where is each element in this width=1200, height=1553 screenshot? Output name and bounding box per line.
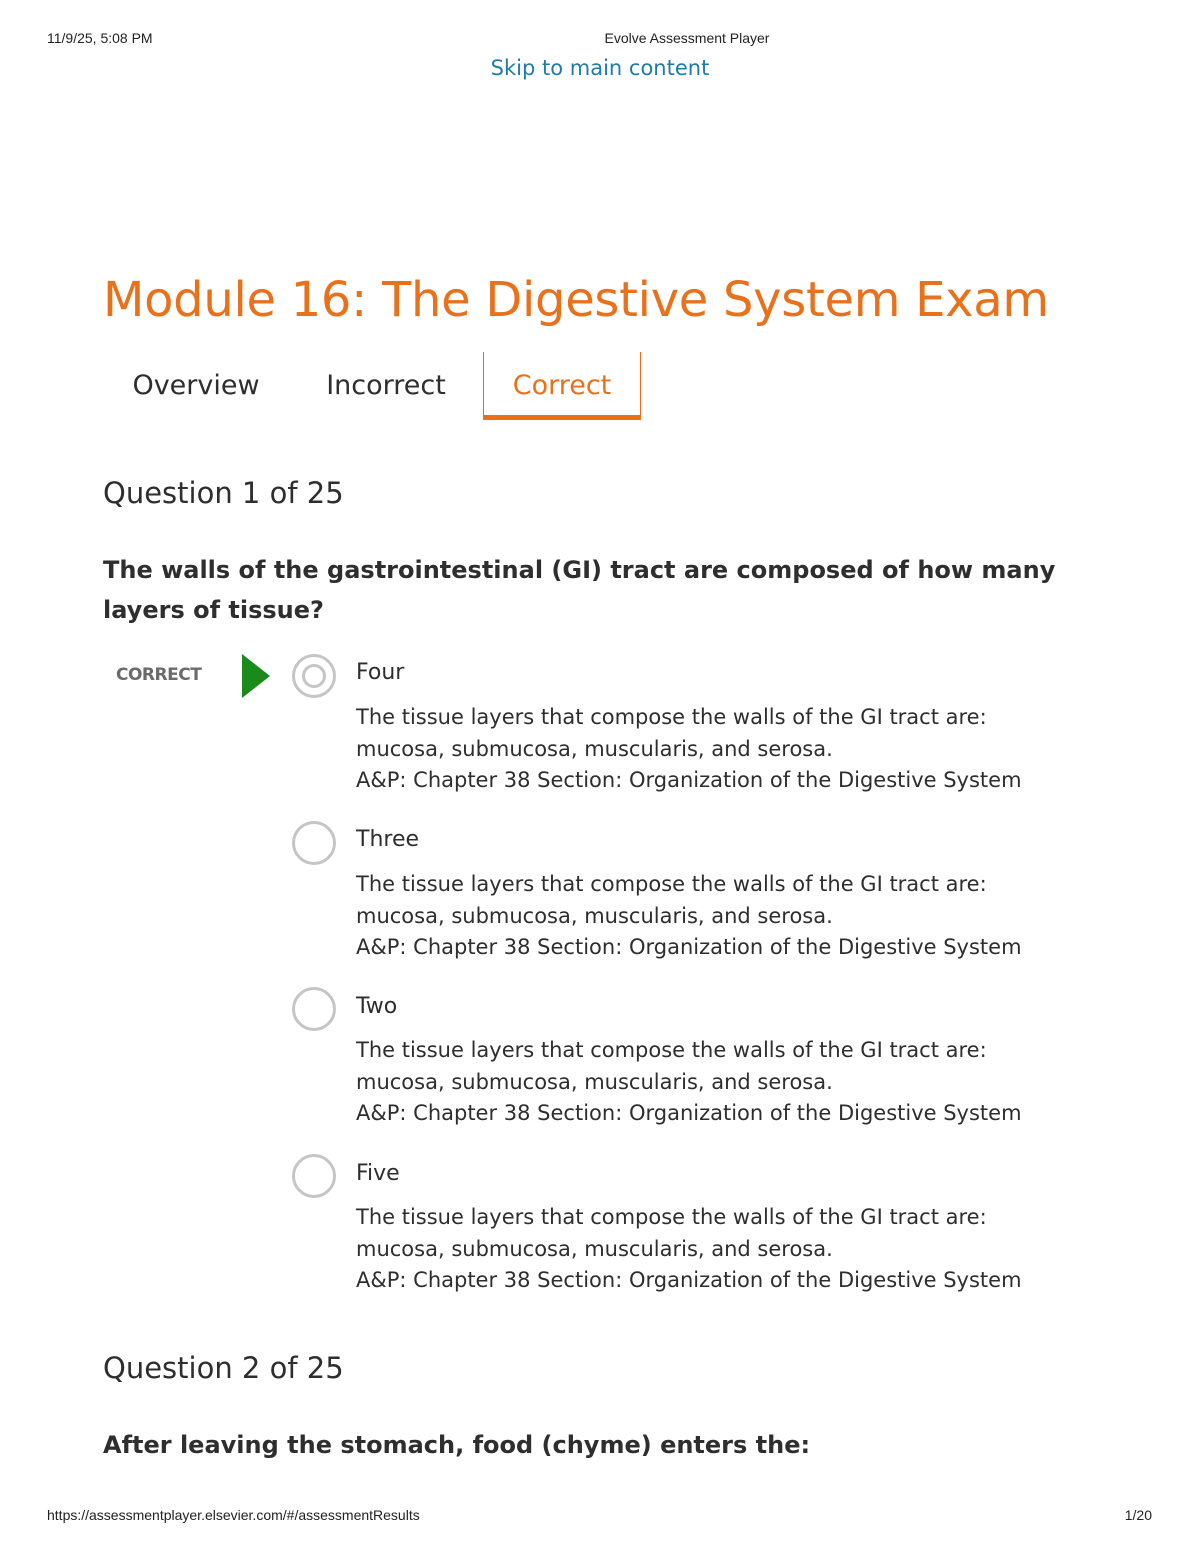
print-footer-url: https://assessmentplayer.elsevier.com/#/assessmentResults [47,1507,420,1523]
question-heading: Question 2 of 25 [103,1351,344,1385]
rationale-line: The tissue layers that compose the walls of the GI tract are: [356,1205,987,1229]
answer-rationale [356,702,1116,797]
answer-rationale [356,869,1116,964]
question-text: The walls of the gastrointestinal (GI) tract are composed of how many layers of tissue? [103,556,1056,624]
answer-radio-three[interactable] [292,821,336,865]
tab-overview[interactable]: Overview [132,370,260,401]
answer-rationale [356,1202,1116,1297]
rationale-line: mucosa, submucosa, muscularis, and serosa. [356,1236,833,1261]
answer-radio-five[interactable] [292,1154,336,1198]
tab-incorrect[interactable]: Incorrect [326,370,446,401]
answer-label-three: Three [356,827,420,852]
answer-label-two: Two [356,994,398,1019]
rationale-reference: A&P: Chapter 38 Section: Organization of the Digestive System [356,935,1022,959]
rationale-reference: A&P: Chapter 38 Section: Organization of the Digestive System [356,768,1022,792]
rationale-line: The tissue layers that compose the walls of the GI tract are: [356,872,987,896]
question-text: After leaving the stomach, food (chyme) enters the: [103,1431,811,1459]
rationale-reference: A&P: Chapter 38 Section: Organization of the Digestive System [356,1268,1022,1292]
rationale-reference: A&P: Chapter 38 Section: Organization of the Digestive System [356,1101,1022,1125]
rationale-line: The tissue layers that compose the walls of the GI tract are: [356,1038,987,1062]
page-title: Module 16: The Digestive System Exam [103,272,1049,328]
answer-label-four: Four [356,660,405,685]
tab-correct[interactable]: Correct [483,352,641,420]
print-header-title: Evolve Assessment Player [604,30,770,46]
skip-to-main-content-link[interactable]: Skip to main content [490,56,710,80]
rationale-line: mucosa, submucosa, muscularis, and serosa. [356,903,833,928]
rationale-line: mucosa, submucosa, muscularis, and serosa. [356,1069,833,1094]
answer-radio-two[interactable] [292,987,336,1031]
print-footer-page-number: 1/20 [1124,1507,1152,1523]
answer-label-five: Five [356,1161,400,1186]
answer-rationale [356,1035,1116,1130]
rationale-line: The tissue layers that compose the walls of the GI tract are: [356,705,987,729]
rationale-line: mucosa, submucosa, muscularis, and serosa. [356,736,833,761]
answer-radio-four[interactable] [292,654,336,698]
correct-answer-arrow-icon [242,654,270,698]
print-header-datetime: 11/9/25, 5:08 PM [47,30,153,46]
question-heading: Question 1 of 25 [103,476,344,510]
correct-status-label: CORRECT [116,665,202,685]
